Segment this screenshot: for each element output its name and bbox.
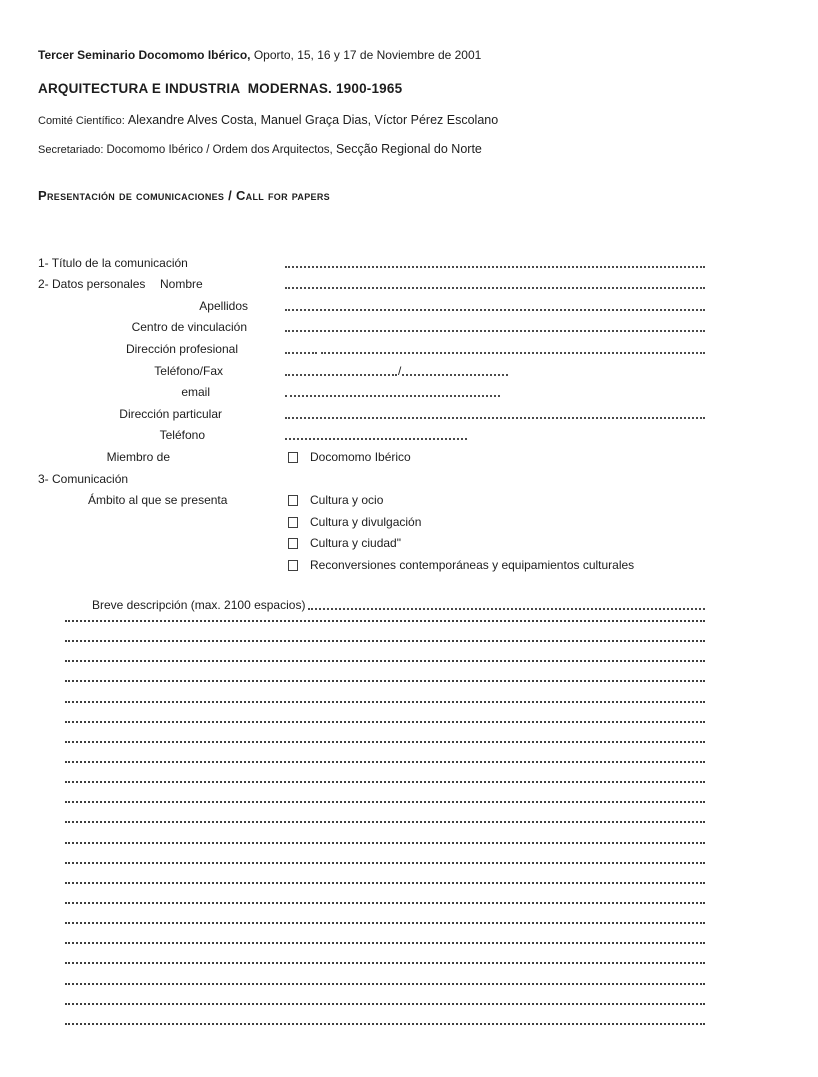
fill-in-line[interactable]: [285, 349, 317, 354]
call-for-papers-form: [38, 248, 818, 572]
fill-in-line[interactable]: [402, 371, 508, 376]
ruled-line: [65, 813, 705, 823]
field-label: Apellidos: [199, 298, 248, 313]
description-label: Breve descripción (max. 2100 espacios): [92, 597, 306, 612]
option-row: [38, 507, 818, 529]
ruled-line: [65, 773, 705, 783]
field-label: Centro de vinculación: [131, 320, 247, 335]
secretariat-label: Secretariado:: [38, 144, 107, 156]
fill-in-line[interactable]: [285, 306, 705, 311]
field-row-titulo: [38, 248, 818, 270]
checkbox-cultura-y-ocio[interactable]: [288, 495, 298, 506]
fill-in-line[interactable]: [285, 284, 705, 289]
telefono-fax-separator: /: [398, 363, 402, 378]
section-label: 3- Comunicación: [38, 471, 129, 486]
option-label: Docomomo Ibérico: [310, 449, 411, 464]
fill-in-line[interactable]: [285, 327, 705, 332]
checkbox-cultura-y-divulgacion[interactable]: [288, 517, 298, 528]
ruled-line: [65, 672, 705, 682]
fill-in-line[interactable]: [321, 349, 705, 354]
section-label: 2- Datos personales: [38, 277, 146, 292]
field-row-ambito: [38, 486, 818, 508]
fill-in-line[interactable]: [285, 392, 500, 397]
ruled-line: [65, 652, 705, 662]
field-row-telefono: [38, 421, 818, 443]
fill-in-line[interactable]: [285, 371, 397, 376]
option-row: [38, 529, 818, 551]
fill-in-line[interactable]: [285, 263, 705, 268]
ruled-line: [65, 693, 705, 703]
field-row-miembro-de: [38, 442, 818, 464]
description-lines: [65, 612, 705, 1027]
field-label: Nombre: [160, 277, 203, 292]
field-row-apellidos: [38, 291, 818, 313]
ruled-line: [65, 914, 705, 924]
field-label: [38, 277, 285, 291]
field-label: Dirección particular: [119, 406, 222, 421]
ruled-line: [65, 733, 705, 743]
field-label: Ámbito al que se presenta: [88, 493, 228, 508]
field-row-centro: [38, 313, 818, 335]
field-row-direccion-profesional: [38, 334, 818, 356]
ruled-line: [65, 1015, 705, 1025]
checkbox-docomomo-iberico[interactable]: [288, 452, 298, 463]
description-section: [65, 595, 705, 1027]
ruled-line: [65, 874, 705, 884]
ruled-line: [65, 954, 705, 964]
checkbox-cultura-y-ciudad[interactable]: [288, 538, 298, 549]
ruled-line: [65, 612, 705, 622]
option-label: Cultura y ocio: [310, 493, 384, 508]
option-label: Cultura y ciudad": [310, 536, 401, 551]
field-label: email: [181, 385, 210, 400]
field-row-telefono-fax: [38, 356, 818, 378]
seminar-date-location: Oporto, 15, 16 y 17 de Noviembre de 2001: [250, 48, 482, 62]
seminar-name: Tercer Seminario Docomomo Ibérico,: [38, 48, 251, 62]
ruled-line: [65, 793, 705, 803]
fill-in-line[interactable]: [285, 414, 705, 419]
document-title: ARQUITECTURA E INDUSTRIA MODERNAS. 1900-1965: [38, 81, 403, 96]
fill-in-line[interactable]: [285, 435, 467, 440]
option-label: Cultura y divulgación: [310, 514, 422, 529]
ruled-line: [65, 834, 705, 844]
option-row: [38, 550, 818, 572]
fill-in-line[interactable]: [308, 605, 705, 610]
ruled-line: [65, 975, 705, 985]
secretariat-emphasis: Secção Regional do Norte: [335, 142, 482, 156]
section-heading: Presentación de comunicaciones / Call for papers: [38, 188, 330, 203]
field-label: Teléfono/Fax: [154, 363, 223, 378]
field-label: Dirección profesional: [125, 341, 238, 356]
committee-label: Comité Científico:: [38, 115, 128, 127]
ruled-line: [65, 894, 705, 904]
secretariat-line: [38, 142, 818, 158]
field-row-email: [38, 378, 818, 400]
secretariat-body: Docomomo Ibérico / Ordem dos Arquitectos,: [106, 144, 336, 156]
section-row-comunicacion: [38, 464, 818, 486]
ruled-line: [65, 934, 705, 944]
option-label: Reconversiones contemporáneas y equipamientos culturales: [310, 557, 635, 572]
ruled-line: [65, 632, 705, 642]
seminar-header: [38, 48, 818, 62]
ruled-line: [65, 753, 705, 763]
field-label: Teléfono: [159, 428, 205, 443]
checkbox-reconversiones[interactable]: [288, 560, 298, 571]
ruled-line: [65, 995, 705, 1005]
committee-line: [38, 113, 818, 129]
field-label: 1- Título de la comunicación: [38, 255, 188, 270]
field-label: Miembro de: [106, 449, 170, 464]
description-label-row: [65, 595, 705, 612]
committee-names: Alexandre Alves Costa, Manuel Graça Dias, Víctor Pérez Escolano: [127, 113, 499, 127]
field-row-nombre: [38, 270, 818, 292]
ruled-line: [65, 713, 705, 723]
field-row-direccion-particular: [38, 399, 818, 421]
ruled-line: [65, 854, 705, 864]
